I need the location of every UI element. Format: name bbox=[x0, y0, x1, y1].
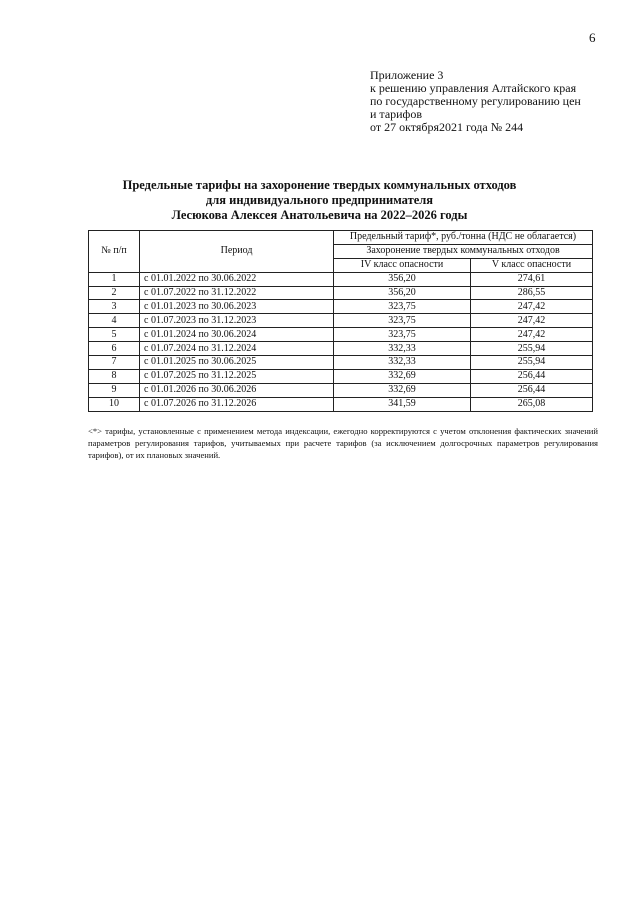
cell-num: 4 bbox=[89, 314, 140, 328]
cell-class-iv: 332,33 bbox=[334, 342, 471, 356]
header-period: Период bbox=[140, 231, 334, 273]
cell-class-iv: 332,69 bbox=[334, 369, 471, 383]
table-row bbox=[89, 369, 593, 383]
table-row bbox=[89, 328, 593, 342]
header-activity: Захоронение твердых коммунальных отходов bbox=[334, 244, 593, 258]
cell-class-iv: 332,33 bbox=[334, 356, 471, 370]
table-row bbox=[89, 383, 593, 397]
cell-period: с 01.07.2026 по 31.12.2026 bbox=[140, 397, 334, 411]
cell-class-iv: 323,75 bbox=[334, 300, 471, 314]
cell-class-v: 256,44 bbox=[471, 383, 593, 397]
appendix-line: от 27 октября2021 года № 244 bbox=[370, 120, 524, 134]
cell-num: 3 bbox=[89, 300, 140, 314]
title-line: Предельные тарифы на захоронение твердых коммунальных отходов bbox=[122, 178, 517, 192]
cell-num: 1 bbox=[89, 272, 140, 286]
table-row bbox=[89, 272, 593, 286]
table-row bbox=[89, 314, 593, 328]
cell-class-v: 274,61 bbox=[471, 272, 593, 286]
cell-class-v: 247,42 bbox=[471, 328, 593, 342]
cell-class-v: 247,42 bbox=[471, 300, 593, 314]
table-header-row bbox=[89, 231, 593, 245]
table-row bbox=[89, 397, 593, 411]
cell-num: 2 bbox=[89, 286, 140, 300]
header-class-iv: IV класс опасности bbox=[334, 258, 471, 272]
header-class-v: V класс опасности bbox=[471, 258, 593, 272]
cell-class-iv: 323,75 bbox=[334, 328, 471, 342]
page-number: 6 bbox=[589, 30, 596, 45]
header-tariff: Предельный тариф*, руб./тонна (НДС не облагается) bbox=[334, 231, 593, 245]
appendix-line: к решению управления Алтайского края bbox=[370, 81, 577, 95]
title-line: Лесюкова Алексея Анатольевича на 2022–2026 годы bbox=[171, 208, 468, 222]
cell-num: 5 bbox=[89, 328, 140, 342]
cell-class-iv: 341,59 bbox=[334, 397, 471, 411]
cell-class-iv: 323,75 bbox=[334, 314, 471, 328]
table-row bbox=[89, 342, 593, 356]
cell-period: с 01.07.2024 по 31.12.2024 bbox=[140, 342, 334, 356]
appendix-line: и тарифов bbox=[370, 107, 423, 121]
cell-class-v: 286,55 bbox=[471, 286, 593, 300]
appendix-line: по государственному регулированию цен bbox=[370, 94, 581, 108]
table-row bbox=[89, 356, 593, 370]
cell-class-iv: 332,69 bbox=[334, 383, 471, 397]
table-body bbox=[89, 272, 593, 411]
tariff-table bbox=[88, 230, 593, 412]
document-title bbox=[0, 178, 639, 223]
cell-class-v: 255,94 bbox=[471, 342, 593, 356]
cell-class-v: 255,94 bbox=[471, 356, 593, 370]
appendix-block bbox=[370, 69, 581, 134]
cell-period: с 01.01.2023 по 30.06.2023 bbox=[140, 300, 334, 314]
cell-num: 10 bbox=[89, 397, 140, 411]
header-num: № п/п bbox=[89, 231, 140, 273]
cell-period: с 01.07.2023 по 31.12.2023 bbox=[140, 314, 334, 328]
cell-num: 8 bbox=[89, 369, 140, 383]
cell-num: 9 bbox=[89, 383, 140, 397]
cell-period: с 01.07.2025 по 31.12.2025 bbox=[140, 369, 334, 383]
cell-period: с 01.07.2022 по 31.12.2022 bbox=[140, 286, 334, 300]
cell-class-iv: 356,20 bbox=[334, 272, 471, 286]
table-row bbox=[89, 300, 593, 314]
cell-class-v: 265,08 bbox=[471, 397, 593, 411]
cell-num: 7 bbox=[89, 356, 140, 370]
cell-class-v: 256,44 bbox=[471, 369, 593, 383]
cell-period: с 01.01.2022 по 30.06.2022 bbox=[140, 272, 334, 286]
cell-period: с 01.01.2026 по 30.06.2026 bbox=[140, 383, 334, 397]
appendix-line: Приложение 3 bbox=[370, 68, 444, 82]
cell-class-v: 247,42 bbox=[471, 314, 593, 328]
table-row bbox=[89, 286, 593, 300]
footnote: <*> тарифы, установленные с применением метода индексации, ежегодно корректируются с учетом отклонения фактических значений параметров регулирования тарифов, учитываемых при расчете тарифов (за исключением долгосрочных параметров регулирования тарифов), от их плановых значений. bbox=[88, 426, 598, 460]
title-line: для индивидуального предпринимателя bbox=[205, 193, 434, 207]
cell-period: с 01.01.2024 по 30.06.2024 bbox=[140, 328, 334, 342]
cell-num: 6 bbox=[89, 342, 140, 356]
cell-class-iv: 356,20 bbox=[334, 286, 471, 300]
cell-period: с 01.01.2025 по 30.06.2025 bbox=[140, 356, 334, 370]
